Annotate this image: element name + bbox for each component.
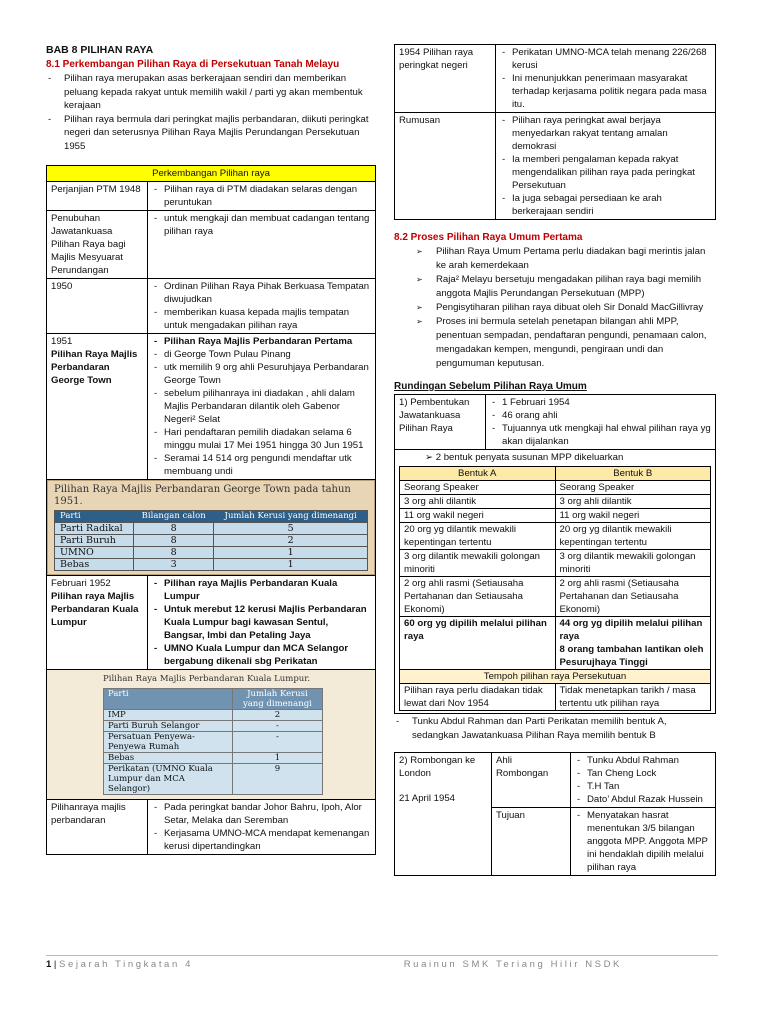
london-table xyxy=(394,752,716,876)
cell: Parti Buruh xyxy=(55,535,134,547)
cell: Tidak menetapkan tarikh / masa tertentu utk pilihan raya xyxy=(555,684,711,711)
cell: Seorang Speaker xyxy=(400,481,556,495)
list-item: - Tunku Abdul Rahman dan Parti Perikatan memilih bentuk A, sedangkan Jawatankuasa Pilihan Raya memilih bentuk B xyxy=(394,715,716,742)
section-8-2-points xyxy=(394,245,716,371)
list-item: - di George Town Pulau Pinang xyxy=(152,348,371,361)
list-item: - untuk mengkaji dan membuat cadangan tentang pilihan raya xyxy=(152,212,371,238)
table-row xyxy=(47,334,376,480)
left-column xyxy=(46,44,376,855)
cell: - xyxy=(232,732,322,753)
cell: 11 org wakil negeri xyxy=(555,509,711,523)
table-row xyxy=(104,732,323,753)
cell: - xyxy=(232,721,322,732)
row-label: 1950 xyxy=(47,279,148,334)
list-item: - Pilihan raya merupakan asas berkerajaan sendiri dan memberikan peluang kepada rakyat untuk memilih wakil / parti yg akan membentuk kerajaan xyxy=(46,72,376,113)
row-label: 2) Rombongan ke London xyxy=(399,755,476,779)
image-caption: Pilihan Raya Majlis Perbandaran Kuala Lumpur. xyxy=(103,674,311,684)
col-header: Jumlah Kerusi yang dimenangi xyxy=(232,689,322,710)
row-label: Rumusan xyxy=(395,113,496,220)
list-item: - 1 Februari 1954 xyxy=(490,396,711,409)
cell: 8 xyxy=(133,523,213,535)
cell: 3 xyxy=(133,559,213,571)
table-row xyxy=(55,523,368,535)
table-row xyxy=(55,547,368,559)
list-item: - Untuk merebut 12 kerusi Majlis Perbandaran Kuala Lumpur bagi kawasan Sentul, Bangsar, Imbi dan Petaling Jaya xyxy=(152,603,371,642)
list-item: ➢ Proses ini bermula setelah penetapan bilangan ahli MPP, penentuan sempadan, pendaftaran pengundi, penamaan calon, mengadakan kempen, mengundi, pengiraan undi dan pengumuman keputusan. xyxy=(394,315,716,371)
table-row xyxy=(47,670,376,800)
rundingan-conclusion xyxy=(394,715,716,742)
table-row xyxy=(400,617,711,670)
table-row xyxy=(400,495,711,509)
list-item: - Pilihan raya bermula dari peringkat majlis perbandaran, diikuti peringkat negeri dan seterusnya Pilihan Raya Majlis Perundangan Persekutuan 1955 xyxy=(46,113,376,154)
perkembangan-table xyxy=(46,165,376,855)
list-item: - utk memilih 9 org ahli Pesuruhjaya Perbandaran George Town xyxy=(152,361,371,387)
list-item: - Pilihan raya di PTM diadakan selaras dengan peruntukan xyxy=(152,183,371,209)
table-row xyxy=(47,211,376,279)
cell: 1 xyxy=(232,753,322,764)
table-row xyxy=(395,450,716,714)
rundingan-table xyxy=(394,394,716,714)
cell: Pilihan raya perlu diadakan tidak lewat dari Nov 1954 xyxy=(400,684,556,711)
list-item: - Pilihan raya peringkat awal berjaya menyedarkan rakyat tentang amalan demokrasi xyxy=(500,114,711,153)
cell: Bebas xyxy=(55,559,134,571)
cell: 3 org ahli dilantik xyxy=(400,495,556,509)
table-header: Perkembangan Pilihan raya xyxy=(47,166,376,182)
cell: 8 xyxy=(133,535,213,547)
list-item: - Seramai 14 514 org pengundi mendaftar utk membuang undi xyxy=(152,452,371,478)
rundingan-title: Rundingan Sebelum Pilihan Raya Umum xyxy=(394,381,587,392)
summary-table xyxy=(394,44,716,220)
table-row xyxy=(395,113,716,220)
list-item: - Tan Cheng Lock xyxy=(575,767,711,780)
cell: UMNO xyxy=(55,547,134,559)
cell: 20 org yg dilantik mewakili kepentingan tertentu xyxy=(400,523,556,550)
row-label: Penubuhan Jawatankuasa Pilihan Raya bagi Majlis Mesyuarat Perundangan xyxy=(47,211,148,279)
cell: 2 xyxy=(232,710,322,721)
arrow-icon: ➢ xyxy=(425,452,436,463)
list-item: - Menyatakan hasrat menentukan 3/5 bilangan anggota MPP. Anggota MPP ini hendaklah dipilih melalui pilihan raya xyxy=(575,809,711,874)
cell: 8 xyxy=(133,547,213,559)
list-item: - Pilihan Raya Majlis Perbandaran Pertama xyxy=(152,335,371,348)
list-item: - Ordinan Pilihan Raya Pihak Berkuasa Tempatan diwujudkan xyxy=(152,280,371,306)
row-label-bold: Pilihan raya Majlis Perbandaran Kuala Lumpur xyxy=(51,591,139,628)
kuala-lumpur-result-table xyxy=(103,688,323,795)
col-header: Parti xyxy=(55,511,134,523)
cell: 3 org dilantik mewakili golongan minoriti xyxy=(400,550,556,577)
cell: 2 org ahli rasmi (Setiausaha Pertahanan dan Setiausaha Ekonomi) xyxy=(555,577,711,617)
footer-right: Ruainun SMK Teriang Hilir NSDK xyxy=(403,959,622,970)
list-item: - Tujuannya utk mengkaji hal ehwal pilihan raya yg akan dijalankan xyxy=(490,422,711,448)
page-number: 1 xyxy=(46,959,52,970)
section-8-1-points xyxy=(46,72,376,153)
cell: Seorang Speaker xyxy=(555,481,711,495)
list-item: ➢ Pengisytiharan pilihan raya dibuat oleh Sir Donald MacGillivray xyxy=(394,301,716,315)
list-item: - sebelum pilihanraya ini diadakan , ahli dalam Majlis Perbandaran dilantik oleh Gabenor Negeri² Selat xyxy=(152,387,371,426)
cell: Bebas xyxy=(104,753,233,764)
row-label-bold: Pilihan Raya Majlis Perbandaran George Town xyxy=(51,349,138,386)
row-label: 1) Pembentukan Jawatankuasa Pilihan Raya xyxy=(395,395,486,450)
cell: IMP xyxy=(104,710,233,721)
list-item: ➢ Pilihan Raya Umum Pertama perlu diadakan bagi merintis jalan ke arah kemerdekaan xyxy=(394,245,716,273)
cell: Persatuan Penyewa-Penyewa Rumah xyxy=(104,732,233,753)
table-row xyxy=(47,576,376,670)
table-row xyxy=(47,800,376,855)
list-item: ➢ Raja² Melayu bersetuju mengadakan pilihan raya bagi memilih anggota Majlis Perundangan Persekutuan (MPP) xyxy=(394,273,716,301)
table-row xyxy=(400,509,711,523)
col-header: Jumlah Kerusi yang dimenangi xyxy=(214,511,368,523)
list-item: - Kerjasama UMNO-MCA mendapat kemenangan kerusi dipertandingkan xyxy=(152,827,371,853)
section-8-1-title: 8.1 Perkembangan Pilihan Raya di Persekutuan Tanah Melayu xyxy=(46,59,340,70)
row-date: 21 April 1954 xyxy=(399,793,456,804)
table-row xyxy=(104,764,323,795)
list-item: - Perikatan UMNO-MCA telah menang 226/268 kerusi xyxy=(500,46,711,72)
arrow-note: 2 bentuk penyata susunan MPP dikeluarkan xyxy=(435,452,624,463)
list-item: - Ini menunjukkan penerimaan masyarakat terhadap kerjasama politik negara pada masa itu. xyxy=(500,72,711,111)
cell: 3 org ahli dilantik xyxy=(555,495,711,509)
right-column xyxy=(394,44,716,876)
cell: 1 xyxy=(214,559,368,571)
table-row xyxy=(47,279,376,334)
col-header: Bentuk B xyxy=(555,467,711,481)
cell: 2 org ahli rasmi (Setiausaha Pertahanan dan Setiausaha Ekonomi) xyxy=(400,577,556,617)
cell: 20 org yg dilantik mewakili kepentingan tertentu xyxy=(555,523,711,550)
chapter-title: BAB 8 PILIHAN RAYA xyxy=(46,44,154,56)
table-row xyxy=(104,753,323,764)
row-label: Pilihanraya majlis perbandaran xyxy=(47,800,148,855)
george-town-result-image xyxy=(47,480,375,575)
tempoh-header: Tempoh pilihan raya Persekutuan xyxy=(400,670,711,684)
list-item: - T.H Tan xyxy=(575,780,711,793)
cell: Parti Buruh Selangor xyxy=(104,721,233,732)
table-row xyxy=(55,535,368,547)
cell: 1 xyxy=(214,547,368,559)
col-header: Bentuk A xyxy=(400,467,556,481)
table-row xyxy=(395,45,716,113)
list-item: - 46 orang ahli xyxy=(490,409,711,422)
kuala-lumpur-result-image xyxy=(47,670,375,799)
list-item: - Pilihan raya Majlis Perbandaran Kuala Lumpur xyxy=(152,577,371,603)
cell: 2 xyxy=(214,535,368,547)
row-label: 1954 Pilihan raya peringkat negeri xyxy=(395,45,496,113)
table-row xyxy=(104,721,323,732)
table-row xyxy=(47,480,376,576)
table-row xyxy=(400,481,711,495)
row-label-year: 1951 xyxy=(51,336,73,347)
cell: 44 org yg dipilih melalui pilihan raya xyxy=(559,618,703,642)
list-item: - Dato’ Abdul Razak Hussein xyxy=(575,793,711,806)
cell: 8 orang tambahan lantikan oleh Pesurujhaya Tinggi xyxy=(559,644,704,668)
table-row xyxy=(400,684,711,711)
ahli-label: Ahli Rombongan xyxy=(492,753,571,808)
cell: 5 xyxy=(214,523,368,535)
table-row xyxy=(400,577,711,617)
col-header: Parti xyxy=(104,689,233,710)
table-row xyxy=(400,550,711,577)
cell: 60 org yg dipilih melalui pilihan raya xyxy=(400,617,556,670)
table-row xyxy=(47,182,376,211)
cell: 11 org wakil negeri xyxy=(400,509,556,523)
cell: Parti Radikal xyxy=(55,523,134,535)
list-item: - Tunku Abdul Rahman xyxy=(575,754,711,767)
row-label-year: Februari 1952 xyxy=(51,578,111,589)
bentuk-table xyxy=(399,466,711,711)
list-item: - memberikan kuasa kepada majlis tempatan untuk mengadakan pilihan raya xyxy=(152,306,371,332)
cell: 3 org dilantik mewakili golongan minoriti xyxy=(555,550,711,577)
table-row xyxy=(400,523,711,550)
page-footer: 1 | Sejarah Tingkatan 4 Ruainun SMK Teriang Hilir NSDK xyxy=(46,955,718,970)
list-item: - Ia juga sebagai persediaan ke arah berkerajaan sendiri xyxy=(500,192,711,218)
list-item: - Pada peringkat bandar Johor Bahru, Ipoh, Alor Setar, Melaka dan Seremban xyxy=(152,801,371,827)
tujuan-label: Tujuan xyxy=(492,808,571,876)
list-item: - Hari pendaftaran pemilih diadakan selama 6 minggu mulai 17 Mei 1951 hingga 30 Jun 1951 xyxy=(152,426,371,452)
cell: Perikatan (UMNO Kuala Lumpur dan MCA Selangor) xyxy=(104,764,233,795)
list-item: - Ia memberi pengalaman kepada rakyat mengendalikan pilihan raya pada peringkat Persekutuan xyxy=(500,153,711,192)
cell: 9 xyxy=(232,764,322,795)
list-item: - UMNO Kuala Lumpur dan MCA Selangor bergabung dikenali sbg Perikatan xyxy=(152,642,371,668)
row-label: Perjanjian PTM 1948 xyxy=(47,182,148,211)
section-8-2-title: 8.2 Proses Pilihan Raya Umum Pertama xyxy=(394,232,583,243)
footer-left: Sejarah Tingkatan 4 xyxy=(59,959,193,970)
col-header: Bilangan calon xyxy=(133,511,213,523)
table-row xyxy=(395,395,716,450)
george-town-result-table xyxy=(54,510,368,571)
table-row xyxy=(55,559,368,571)
image-caption: Pilihan Raya Majlis Perbandaran George Town pada tahun 1951. xyxy=(54,484,351,507)
table-row xyxy=(395,753,716,808)
table-row xyxy=(104,710,323,721)
